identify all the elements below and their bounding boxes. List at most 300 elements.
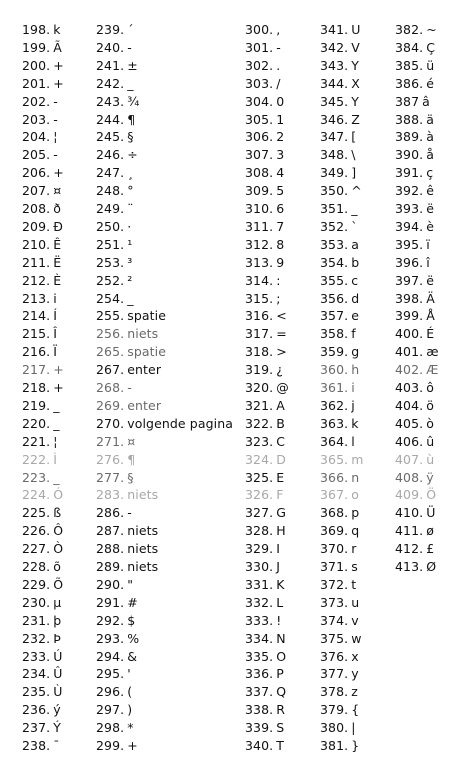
- code-number: 333.: [245, 612, 274, 628]
- code-number: 346.: [320, 111, 349, 127]
- code-entry: [22, 505, 61, 521]
- code-number: 303.: [245, 75, 274, 91]
- code-entry: [22, 541, 63, 557]
- code-entry: [96, 559, 158, 575]
- code-number: 247.: [96, 165, 125, 181]
- code-character: l: [351, 433, 355, 449]
- code-entry: [245, 362, 283, 378]
- code-number: 226.: [22, 523, 51, 539]
- code-character: s: [351, 559, 358, 574]
- code-number: 286.: [96, 505, 125, 521]
- code-character: i: [53, 290, 57, 306]
- code-number: 399.: [395, 308, 424, 324]
- code-entry: [395, 165, 433, 181]
- code-entry: [320, 452, 364, 468]
- code-character: §: [127, 129, 134, 145]
- code-number: 402.: [395, 362, 424, 378]
- code-number: 386.: [395, 75, 424, 91]
- code-entry: [245, 577, 285, 593]
- code-entry: [96, 219, 131, 235]
- code-entry: [96, 112, 135, 128]
- code-number: 221.: [22, 433, 51, 449]
- code-entry: [22, 720, 61, 736]
- code-number: 316.: [245, 308, 274, 324]
- code-number: 328.: [245, 523, 274, 539]
- code-character: +: [53, 75, 64, 91]
- code-character: ¶: [127, 451, 136, 467]
- code-character: Ê: [53, 236, 62, 252]
- code-entry: [245, 595, 283, 611]
- code-character: Î: [53, 326, 58, 342]
- code-number: 392.: [395, 183, 424, 199]
- code-character: Ø: [426, 559, 437, 574]
- code-character: 6: [276, 201, 285, 216]
- code-number: 329.: [245, 541, 274, 557]
- code-character: ¦: [53, 433, 58, 449]
- code-character: 4: [276, 165, 285, 181]
- code-number: 212.: [22, 272, 51, 288]
- code-character: ,: [276, 22, 281, 37]
- code-character: F: [276, 487, 284, 503]
- code-entry: [395, 308, 435, 324]
- code-character: Å: [426, 308, 435, 324]
- code-number: 239.: [96, 22, 125, 37]
- code-number: 214.: [22, 308, 51, 324]
- code-character: Ç: [426, 39, 436, 55]
- code-character: _: [127, 75, 134, 91]
- code-number: 340.: [245, 738, 274, 753]
- code-character: 3: [276, 147, 285, 163]
- code-number: 364.: [320, 433, 349, 449]
- code-entry: [96, 40, 132, 56]
- code-number: 211.: [22, 254, 51, 270]
- code-number: 409.: [395, 487, 424, 503]
- code-character: /: [276, 75, 281, 91]
- code-entry: [245, 147, 284, 163]
- code-entry: [22, 326, 57, 342]
- code-character: Þ: [53, 630, 61, 646]
- code-entry: [22, 129, 58, 145]
- code-number: 312.: [245, 236, 274, 252]
- code-entry: [22, 649, 62, 665]
- code-character: Û: [53, 666, 63, 682]
- code-character: *: [127, 720, 134, 736]
- code-entry: [395, 416, 434, 432]
- code-entry: [395, 505, 435, 521]
- code-character: ê: [426, 183, 435, 199]
- code-entry: [320, 398, 355, 414]
- code-character: 7: [276, 218, 285, 234]
- code-number: 270.: [96, 415, 125, 431]
- code-entry: [96, 237, 132, 253]
- code-number: 210.: [22, 236, 51, 252]
- code-number: 256.: [96, 326, 125, 342]
- code-entry: [245, 470, 284, 486]
- code-entry: [96, 58, 138, 74]
- code-number: 300.: [245, 22, 274, 37]
- code-entry: [395, 183, 434, 199]
- code-number: 393.: [395, 201, 424, 216]
- code-character: -: [53, 93, 58, 109]
- code-number: 411.: [395, 523, 424, 539]
- code-entry: [22, 487, 63, 503]
- code-number: 320.: [245, 380, 274, 395]
- code-character: +: [53, 380, 64, 395]
- code-character: -: [127, 39, 132, 55]
- code-entry: [96, 380, 132, 396]
- code-entry: [96, 308, 166, 324]
- code-entry: [245, 237, 284, 253]
- code-character: Ý: [53, 720, 61, 736]
- code-character: ¸: [127, 165, 134, 181]
- code-number: 234.: [22, 666, 51, 682]
- code-character: +: [53, 57, 64, 73]
- code-number: 208.: [22, 201, 51, 216]
- code-number: 406.: [395, 433, 424, 449]
- code-entry: [96, 684, 132, 700]
- code-character: K: [276, 576, 285, 592]
- code-entry: [22, 434, 58, 450]
- code-entry: [320, 666, 359, 682]
- code-entry: [96, 94, 139, 110]
- code-number: 376.: [320, 648, 349, 664]
- code-character: þ: [53, 612, 62, 628]
- code-entry: [320, 487, 359, 503]
- code-entry: [22, 94, 58, 110]
- code-entry: [320, 559, 358, 575]
- code-number: 336.: [245, 666, 274, 682]
- code-character: Ò: [53, 541, 64, 557]
- code-character: §: [127, 469, 134, 485]
- code-number: 401.: [395, 344, 424, 360]
- code-character: 5: [276, 183, 285, 199]
- code-entry: [320, 595, 359, 611]
- code-entry: [22, 738, 60, 754]
- code-entry: [245, 291, 281, 307]
- code-entry: [395, 147, 434, 163]
- code-entry: [245, 416, 285, 432]
- code-number: 265.: [96, 344, 125, 360]
- code-character: å: [426, 147, 434, 163]
- code-number: 379.: [320, 702, 349, 718]
- code-number: 370.: [320, 541, 349, 557]
- code-number: 218.: [22, 380, 51, 395]
- code-number: 245.: [96, 129, 125, 145]
- code-character: Ô: [53, 523, 64, 539]
- code-entry: [245, 398, 285, 414]
- code-entry: [22, 165, 64, 181]
- code-character: +: [127, 738, 138, 753]
- code-number: 229.: [22, 576, 51, 592]
- code-entry: [395, 362, 439, 378]
- code-entry: [395, 344, 439, 360]
- code-number: 254.: [96, 290, 125, 306]
- code-entry: [395, 380, 434, 396]
- code-number: 331.: [245, 576, 274, 592]
- code-number: 271.: [96, 433, 125, 449]
- code-number: 390.: [395, 147, 424, 163]
- code-entry: [320, 147, 356, 163]
- code-character: :: [276, 272, 281, 288]
- code-number: 407.: [395, 451, 424, 467]
- code-character: ¦: [53, 129, 58, 145]
- code-entry: [395, 487, 436, 503]
- code-number: 233.: [22, 648, 51, 664]
- code-character: £: [426, 541, 435, 557]
- code-entry: [245, 702, 285, 718]
- code-entry: [320, 434, 355, 450]
- code-entry: [96, 631, 139, 647]
- code-character: ±: [127, 57, 138, 73]
- code-character: v: [351, 612, 359, 628]
- code-number: 296.: [96, 684, 125, 700]
- code-number: 389.: [395, 129, 424, 145]
- code-entry: [245, 273, 281, 289]
- code-entry: [395, 112, 434, 128]
- code-number: 357.: [320, 308, 349, 324]
- code-entry: [245, 380, 289, 396]
- code-number: 404.: [395, 397, 424, 413]
- code-number: 403.: [395, 380, 424, 395]
- code-character: æ: [426, 344, 439, 360]
- code-character: A: [276, 397, 285, 413]
- code-character: Y: [351, 57, 359, 73]
- code-entry: [320, 380, 355, 396]
- code-number: 220.: [22, 415, 51, 431]
- code-character: _: [53, 469, 60, 485]
- code-entry: [96, 577, 133, 593]
- code-entry: [245, 219, 284, 235]
- code-number: 377.: [320, 666, 349, 682]
- code-entry: [22, 237, 61, 253]
- code-character: C: [276, 433, 286, 449]
- code-number: 255.: [96, 308, 125, 324]
- code-entry: [320, 308, 359, 324]
- code-character: Ú: [53, 648, 63, 664]
- code-character: =: [276, 326, 287, 342]
- code-character: ´: [127, 22, 134, 37]
- code-entry: [245, 112, 284, 128]
- code-character: %: [127, 630, 140, 646]
- code-number: 304.: [245, 93, 274, 109]
- code-character: ÷: [127, 147, 138, 163]
- code-entry: [96, 291, 134, 307]
- code-entry: [22, 255, 61, 271]
- code-character: Ó: [53, 487, 64, 503]
- code-number: 380.: [320, 720, 349, 736]
- code-character: ': [127, 666, 131, 682]
- code-character: Ä: [426, 290, 435, 306]
- code-entry: [395, 219, 434, 235]
- code-number: 307.: [245, 147, 274, 163]
- code-entry: [96, 362, 161, 378]
- code-entry: [320, 577, 356, 593]
- code-entry: [245, 326, 287, 342]
- code-number: 412.: [395, 541, 424, 557]
- code-character: enter: [127, 397, 162, 413]
- code-character: N: [276, 630, 286, 646]
- code-entry: [245, 452, 286, 468]
- code-number: 332.: [245, 594, 274, 610]
- code-character: f: [351, 326, 356, 342]
- code-entry: [22, 291, 57, 307]
- code-entry: [320, 416, 359, 432]
- code-character: E: [276, 469, 285, 485]
- code-character: D: [276, 451, 286, 467]
- code-entry: [320, 649, 359, 665]
- code-entry: [320, 94, 359, 110]
- code-character: ¾: [127, 93, 140, 109]
- code-entry: [22, 523, 63, 539]
- code-number: 308.: [245, 165, 274, 181]
- code-entry: [22, 273, 61, 289]
- code-number: 231.: [22, 612, 51, 628]
- code-number: 215.: [22, 326, 51, 342]
- code-character: 1: [276, 111, 285, 127]
- code-character: â: [422, 93, 430, 109]
- code-number: 318.: [245, 344, 274, 360]
- code-character: q: [351, 523, 360, 539]
- code-character: Ë: [53, 254, 62, 270]
- code-character: H: [276, 523, 286, 539]
- code-entry: [320, 523, 359, 539]
- code-entry: [245, 666, 284, 682]
- code-character: ë: [426, 201, 435, 216]
- code-character: -: [53, 111, 58, 127]
- code-number: 225.: [22, 505, 51, 521]
- code-number: 338.: [245, 702, 274, 718]
- code-character: ³: [127, 254, 133, 270]
- code-entry: [245, 541, 280, 557]
- code-character: d: [351, 290, 360, 306]
- code-entry: [395, 523, 434, 539]
- code-entry: [96, 434, 135, 450]
- code-entry: [320, 201, 358, 217]
- code-entry: [395, 255, 430, 271]
- code-character: î: [426, 254, 430, 270]
- code-number: 302.: [245, 57, 274, 73]
- code-entry: [320, 738, 359, 754]
- code-character: ·: [127, 218, 132, 234]
- code-number: 227.: [22, 541, 51, 557]
- code-entry: [22, 344, 57, 360]
- code-character: (: [127, 684, 133, 700]
- code-number: 371.: [320, 559, 349, 574]
- code-character: z: [351, 684, 358, 700]
- code-character: S: [276, 720, 285, 736]
- code-number: 310.: [245, 201, 274, 216]
- code-number: 359.: [320, 344, 349, 360]
- code-number: 326.: [245, 487, 274, 503]
- code-entry: [245, 40, 281, 56]
- code-number: 321.: [245, 397, 274, 413]
- code-character: µ: [53, 594, 62, 610]
- code-entry: [96, 201, 134, 217]
- code-character: volgende pagina: [127, 415, 233, 431]
- code-character: !: [276, 612, 282, 628]
- code-entry: [96, 666, 131, 682]
- code-entry: [96, 523, 158, 539]
- code-entry: [320, 702, 359, 718]
- code-number: 289.: [96, 559, 125, 574]
- code-character: $: [127, 612, 136, 628]
- code-entry: [395, 76, 434, 92]
- code-number: 242.: [96, 75, 125, 91]
- code-number: 355.: [320, 272, 349, 288]
- code-entry: [22, 147, 58, 163]
- code-number: 317.: [245, 326, 274, 342]
- code-number: 295.: [96, 666, 125, 682]
- code-entry: [395, 58, 434, 74]
- code-number: 353.: [320, 236, 349, 252]
- code-character: p: [351, 505, 360, 521]
- code-entry: [395, 470, 434, 486]
- code-number: 395.: [395, 236, 424, 252]
- code-entry: [395, 541, 434, 557]
- code-entry: [245, 76, 281, 92]
- code-character: spatie: [127, 308, 167, 324]
- code-number: 391.: [395, 165, 424, 181]
- code-number: 216.: [22, 344, 51, 360]
- code-character: ü: [426, 57, 435, 73]
- code-entry: [96, 165, 134, 181]
- code-character: t: [351, 576, 357, 592]
- code-entry: [320, 255, 359, 271]
- code-number: 356.: [320, 290, 349, 306]
- code-entry: [395, 291, 435, 307]
- code-character: ~: [426, 22, 437, 37]
- code-number: 375.: [320, 630, 349, 646]
- code-entry: [22, 559, 61, 575]
- code-number: 365.: [320, 451, 349, 467]
- code-character: 0: [276, 93, 285, 109]
- code-character: b: [351, 254, 360, 270]
- code-character: niets: [127, 326, 159, 342]
- code-entry: [395, 398, 434, 414]
- code-entry: [245, 434, 285, 450]
- code-entry: [320, 165, 356, 181]
- code-number: 350.: [320, 183, 349, 199]
- code-number: 413.: [395, 559, 424, 574]
- code-entry: [245, 308, 287, 324]
- code-character: X: [351, 75, 360, 91]
- code-number: 198.: [22, 22, 51, 37]
- code-number: 344.: [320, 75, 349, 91]
- code-entry: [22, 183, 61, 199]
- code-character: g: [351, 344, 360, 360]
- code-entry: [395, 40, 435, 56]
- code-character: h: [351, 362, 360, 378]
- code-character: T: [276, 738, 284, 753]
- code-entry: [320, 684, 358, 700]
- code-character: ¶: [127, 111, 136, 127]
- code-number: 387: [395, 93, 420, 109]
- code-number: 360.: [320, 362, 349, 378]
- code-character: u: [351, 594, 360, 610]
- code-number: 298.: [96, 720, 125, 736]
- code-character: I: [276, 541, 281, 557]
- code-entry: [395, 22, 437, 38]
- code-number: 241.: [96, 57, 125, 73]
- code-number: 236.: [22, 702, 51, 718]
- code-character: G: [276, 505, 287, 521]
- code-character: è: [426, 218, 435, 234]
- code-character: j: [351, 397, 355, 413]
- code-character: -: [127, 380, 132, 395]
- code-entry: [22, 308, 57, 324]
- code-number: 322.: [245, 415, 274, 431]
- code-character: c: [351, 272, 359, 288]
